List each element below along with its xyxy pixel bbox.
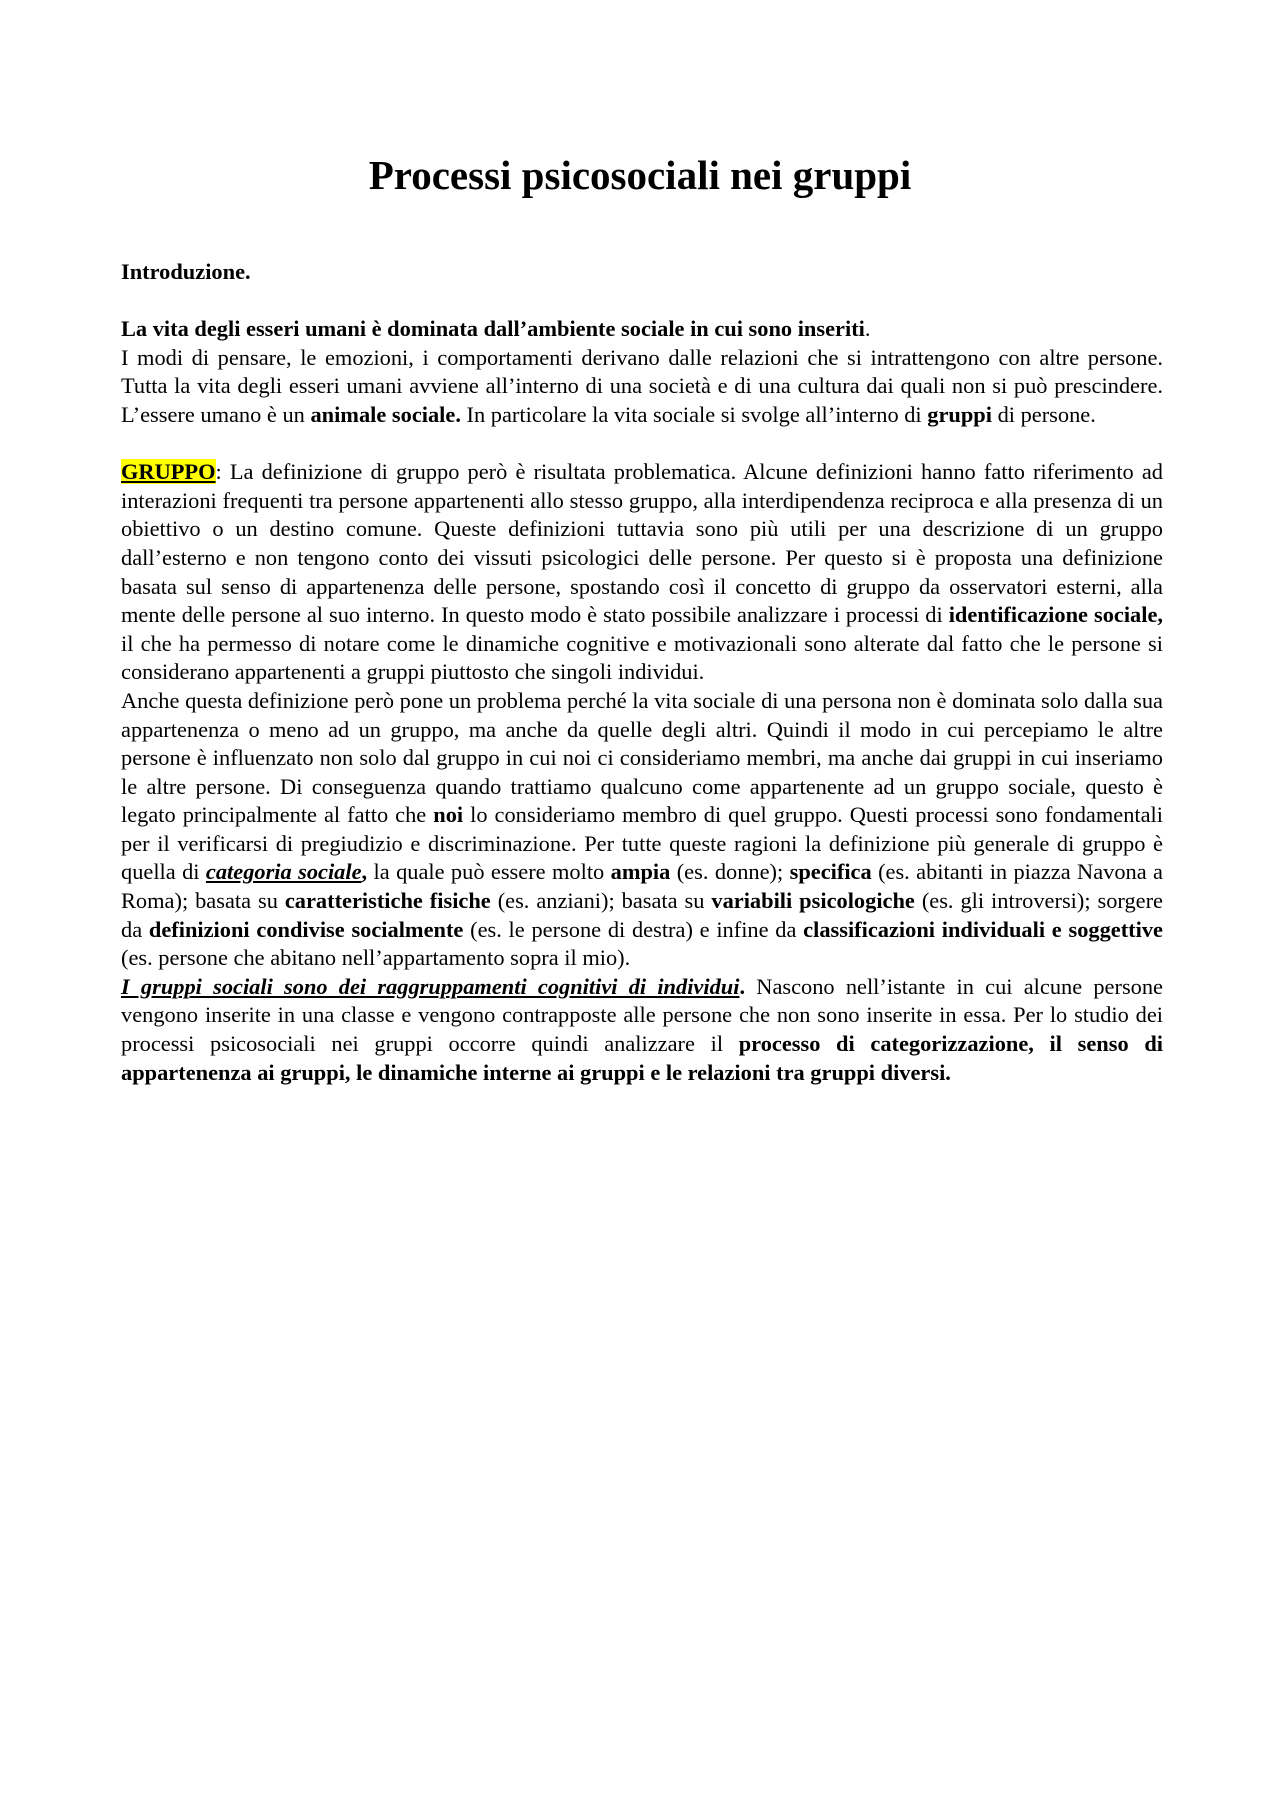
text-run: (es. abitanti in piazza Navona a Roma); basata su <box>121 859 1163 914</box>
text-run: (es. donne); <box>670 859 790 885</box>
document-body <box>121 258 1163 1087</box>
bold-text: , <box>361 859 368 885</box>
text-run: lo consideriamo membro di quel gruppo. Questi processi sono fondamentali per il verificarsi di pregiudizio e discriminazione. Per tutte queste ragioni la definizione più generale di gruppo è quella di <box>121 802 1164 885</box>
text-run: In particolare la vita sociale si svolge all’interno di <box>460 401 928 427</box>
text-run: Nascono nell’istante in cui alcune persone vengono inserite in una classe e vengono contrapposte alle persone che non sono inserite in essa. Per lo studio dei processi psicosociali nei gruppi occorre quindi analizzare il <box>121 973 1163 1057</box>
paragraph-intro-body <box>121 344 1163 430</box>
bold-text: La vita degli esseri umani è dominata dall’ambiente sociale in cui sono inseriti <box>121 316 865 342</box>
bold-text: processo di categorizzazione, il senso di appartenenza ai gruppi, le dinamiche interne ai gruppi e le relazioni tra gruppi diversi. <box>121 1031 1163 1085</box>
bold-text: gruppi <box>927 401 992 427</box>
section-heading-text: Introduzione. <box>121 259 251 284</box>
paragraph-intro-lead <box>121 315 1163 344</box>
bold-text: specifica <box>789 859 872 885</box>
text-run: I modi di pensare, le emozioni, i comportamenti derivano dalle relazioni che si intrattengono con altre persone. Tutta la vita degli esseri umani avviene all’interno di una società e di una cultura dai quali non si può prescindere. L’essere umano è un <box>121 344 1163 427</box>
bold-text: definizioni condivise socialmente <box>148 916 464 942</box>
paragraph-cognitive-groupings <box>121 973 1163 1087</box>
page-title: Processi psicosociali nei gruppi <box>368 152 912 198</box>
bold-text: caratteristiche fisiche <box>284 888 491 914</box>
text-run: (es. anziani); basata su <box>490 888 712 914</box>
bold-text: . <box>739 973 746 999</box>
text-run: il che ha permesso di notare come le dinamiche cognitive e motivazionali sono alterate dal fatto che le persone si considerano appartenenti a gruppi piuttosto che singoli individui. <box>121 630 1163 685</box>
bold-text: identificazione sociale, <box>948 602 1163 628</box>
text-run: . <box>864 316 871 342</box>
text-run: (es. persone che abitano nell’appartamento sopra il mio). <box>121 945 631 971</box>
bold-text: classificazioni individuali e soggettive <box>803 916 1163 942</box>
text-run: (es. gli introversi); sorgere da <box>121 888 1163 942</box>
section-heading <box>121 258 1163 287</box>
text-run: la quale può essere molto <box>367 859 611 885</box>
gruppo-highlight: GRUPPO <box>121 459 216 485</box>
text-run: (es. le persone di destra) e infine da <box>463 916 804 942</box>
text-run: di persone. <box>991 401 1096 427</box>
bold-italic-underlined-text: categoria sociale <box>205 859 362 885</box>
text-run: : La definizione di gruppo però è risultata problematica. Alcune definizioni hanno fatto riferimento ad interazioni frequenti tra persone appartenenti allo stesso gruppo, alla interdipendenza reciproca e alla presenza di un obiettivo o un destino comune. Queste definizioni tuttavia sono più utili per una descrizione di un gruppo dall’esterno e non tengono conto dei vissuti psicologici delle persone. Per questo si è proposta una definizione basata sul senso di appartenenza delle persone, spostando così il concetto di gruppo da osservatori esterni, alla mente delle persone al suo interno. In questo modo è stato possibile analizzare i processi di <box>121 459 1163 628</box>
blank-line <box>121 430 1163 459</box>
paragraph-gruppo-definition <box>121 458 1163 687</box>
paragraph-social-category <box>121 687 1163 973</box>
bold-text: animale sociale. <box>310 401 461 427</box>
bold-text: noi <box>433 802 464 828</box>
bold-text: ampia <box>610 859 671 885</box>
text-run: Anche questa definizione però pone un problema perché la vita sociale di una persona non è dominata solo dalla sua appartenenza o meno ad un gruppo, ma anche da quelle degli altri. Quindi il modo in cui percepiamo le altre persone è influenzato non solo dal gruppo in cui noi ci consideriamo membri, ma anche dai gruppi in cui inseriamo le altre persone. Di conseguenza quando trattiamo qualcuno come appartenente ad un gruppo sociale, questo è legato principalmente al fatto che <box>121 687 1163 828</box>
blank-line <box>121 287 1163 316</box>
bold-italic-underlined-text: I gruppi sociali sono dei raggruppamenti cognitivi di individui <box>121 973 740 999</box>
bold-text: variabili psicologiche <box>711 888 915 914</box>
